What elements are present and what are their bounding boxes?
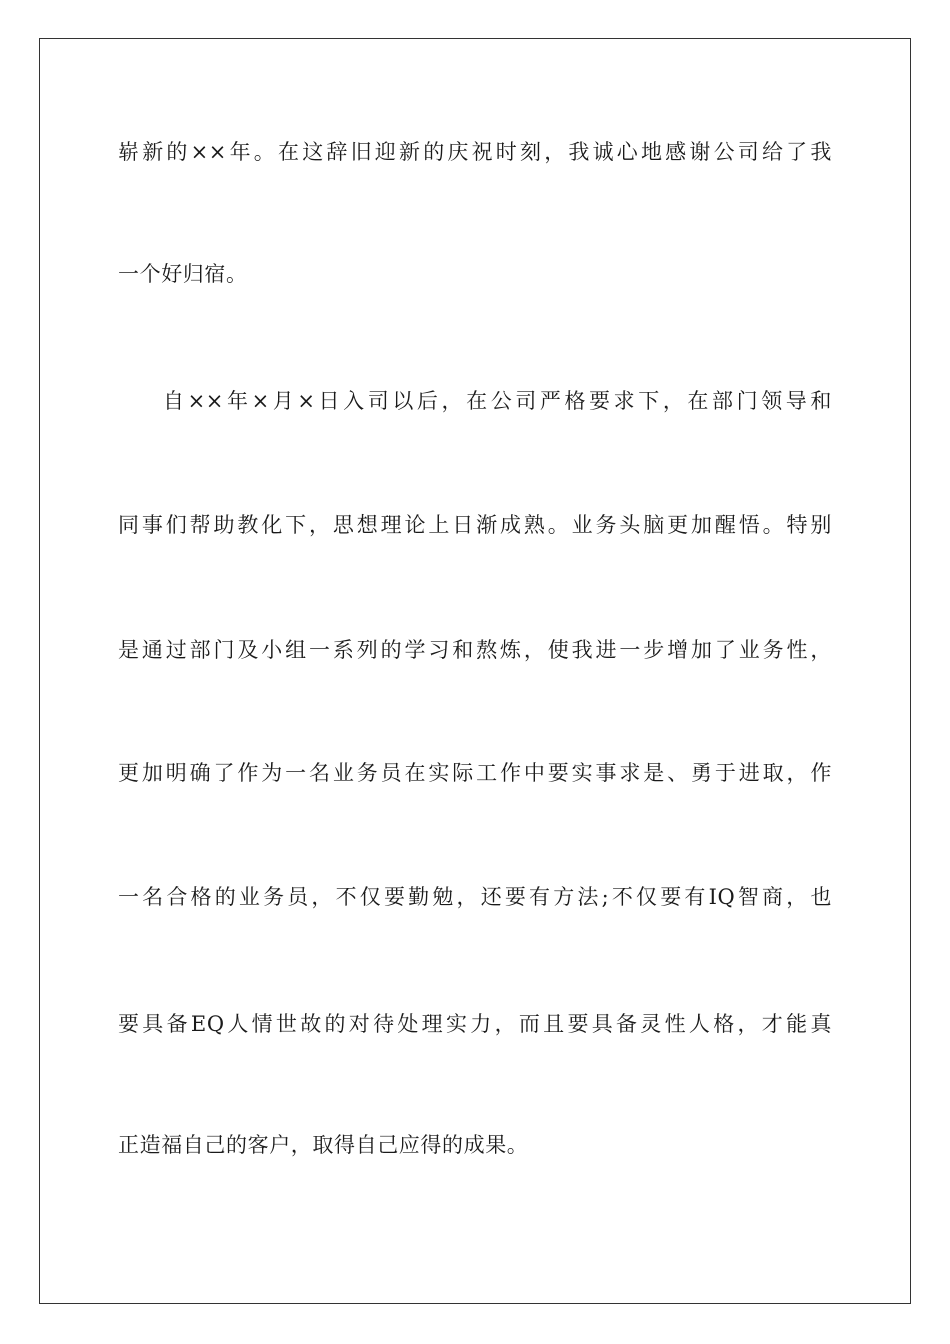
- page-border: [39, 38, 911, 1304]
- text-line-8: 要具备EQ人情世故的对待处理实力，而且要具备灵性人格，才能真: [118, 1012, 832, 1036]
- text-line-9: 正造福自己的客户，取得自己应得的成果。: [118, 1133, 529, 1157]
- text-line-1: 崭新的××年。在这辞旧迎新的庆祝时刻，我诚心地感谢公司给了我: [118, 140, 832, 164]
- text-line-4: 同事们帮助教化下，思想理论上日渐成熟。业务头脑更加醒悟。特别: [118, 513, 832, 537]
- text-line-6: 更加明确了作为一名业务员在实际工作中要实事求是、勇于进取，作: [118, 761, 832, 785]
- text-line-2: 一个好归宿。: [118, 262, 248, 286]
- text-line-5: 是通过部门及小组一系列的学习和熬炼，使我进一步增加了业务性，: [118, 638, 832, 662]
- text-line-3: 自××年×月×日入司以后，在公司严格要求下，在部门领导和: [163, 389, 832, 413]
- text-line-7: 一名合格的业务员，不仅要勤勉，还要有方法;不仅要有IQ智商，也: [118, 885, 832, 909]
